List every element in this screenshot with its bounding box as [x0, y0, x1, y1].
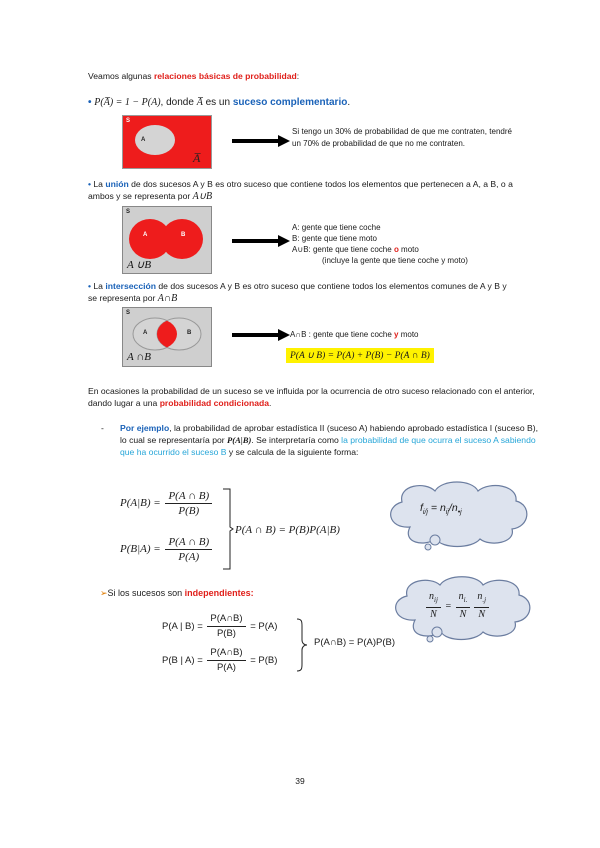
venn-a-label: A [143, 330, 148, 336]
venn-a-label: A [143, 232, 148, 238]
venn-abar-label: A̅ [193, 151, 201, 165]
union-heading: • La unión de dos sucesos A y B es otro suceso que contiene todos los elementos que pertenecen a A, a B, o a ambos y se representa por A∪B [88, 179, 513, 202]
event-b-circle [161, 219, 203, 259]
intersection-caption: A ∩B [127, 351, 151, 363]
venn-a-label: A [141, 137, 146, 143]
independence-product-formula: P(A∩B) = P(A)P(B) [314, 637, 395, 648]
page-number: 39 [295, 776, 305, 786]
venn-universe-label: S [126, 310, 131, 316]
example-dash: - [101, 423, 104, 433]
conditional-paragraph: En ocasiones la probabilidad de un suceso se ve influida por la ocurrencia de otro suceso relacionado con el anterior, dando lugar a una probabilidad condicionada. [88, 386, 535, 408]
product-rule-formula: P(A ∩ B) = P(B)P(A|B) [235, 524, 340, 536]
right-brace [296, 618, 308, 672]
intersection-explanation: A∩B : gente que tiene coche y moto [290, 330, 419, 339]
example-paragraph: Por ejemplo, la probabilidad de aprobar estadística II (suceso A) habiendo aprobado estadística I (suceso B), lo cual se representaría por P(A|B). Se interpretaría como la probabilidad de que ocurra el suceso A sabiendo que ha ocurrido el suceso B y se calcula de la siguiente forma: [120, 423, 538, 457]
venn-universe-label: S [126, 209, 131, 215]
conditional-formula-ab: P(A|B) = $\frac{P(A \cap B)}{P(B)}$ [120, 489, 214, 518]
arrow-right-icon [232, 134, 290, 148]
venn-b-label: B [181, 232, 186, 238]
intersection-venn-diagram [122, 307, 212, 367]
union-venn-diagram [122, 206, 212, 274]
independence-frequency-formula: $\frac{n_{ij}}{N}$ = $\frac{n_{i.}}{N}$ $\frac{n_{.j}}{N}$ [424, 590, 491, 622]
independent-formula-ba: P(B | A) = $\frac{P(A\cap B)}{P(A)}$ = P(B) [162, 647, 278, 673]
marginal-frequency-formula: $f_{i/j} = n_{ij}/n_{•j}$ [420, 502, 462, 517]
arrow-right-icon [232, 234, 290, 248]
intro-text: Veamos algunas relaciones básicas de probabilidad: [88, 71, 300, 81]
addition-rule-formula: P(A ∪ B) = P(A) + P(B) − P(A ∩ B) [286, 348, 434, 363]
intersection-heading: • La intersección de dos sucesos A y B es otro suceso que contiene todos los elementos comunes de A y B y se representa por A∩B [88, 281, 507, 304]
arrow-right-icon [232, 328, 290, 342]
venn-b-label: B [187, 330, 192, 336]
union-caption: A ∪B [127, 259, 152, 271]
complement-explanation: Si tengo un 30% de probabilidad de que me contraten, tendré un 70% de probabilidad de que no me contraten. [292, 127, 512, 148]
conditional-formula-ba: P(B|A) = $\frac{P(A \cap B)}{P(A)}$ [120, 535, 214, 564]
independent-heading: ➢Si los sucesos son independientes: [100, 588, 254, 598]
complement-venn-diagram [122, 115, 212, 169]
right-brace [222, 488, 234, 570]
complement-heading: • P(A̅) = 1 − P(A), donde A̅ es un suceso complementario. [88, 97, 351, 108]
venn-universe-label: S [126, 118, 131, 124]
independent-formula-ab: P(A | B) = $\frac{P(A\cap B)}{P(B)}$ = P(A) [162, 613, 278, 639]
union-explanation: A: gente que tiene coche B: gente que tiene moto A∪B: gente que tiene coche o moto (incluye la gente que tiene coche y moto) [292, 223, 468, 265]
